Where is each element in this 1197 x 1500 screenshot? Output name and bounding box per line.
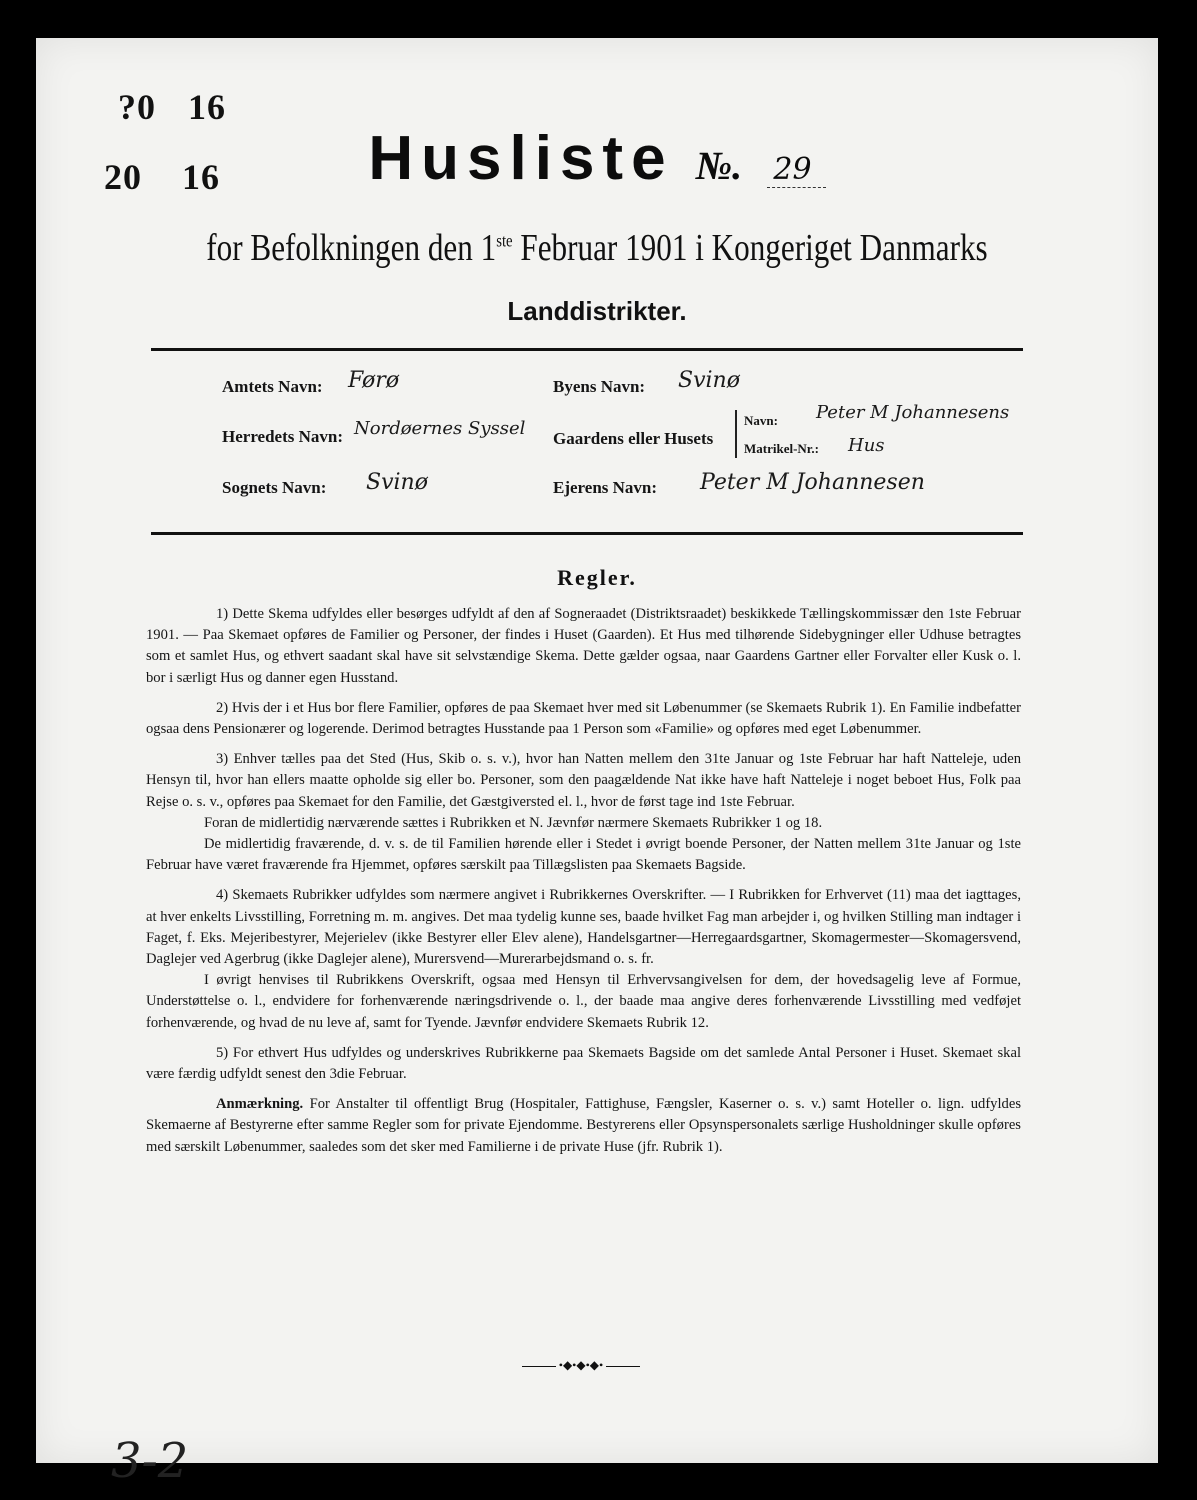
stamp-right: 16 <box>182 157 220 197</box>
page-title <box>36 123 1158 194</box>
ornament-divider <box>506 1358 656 1373</box>
page-subtitle-2: Landdistrikter. <box>507 296 687 326</box>
bracket-divider <box>735 410 737 458</box>
number-sign: №. <box>695 143 743 188</box>
census-form-page <box>36 38 1158 1489</box>
byens-value: Svinø <box>678 368 740 393</box>
sogn-label: Sognets Navn: <box>222 478 327 497</box>
ejer-value: Peter M Johannesen <box>700 470 925 495</box>
rule-paragraph: 1) Dette Skema udfyldes eller besørges udfyldt af den af Sogneraadet (Distriktsraadet) beskikkede Tællingskommissær den 1ste Februar 1901. — Paa Skemaet opføres de Familier og Personer, der findes i Huset (Gaarden). Et Hus med tilhørende Sidebygninger eller Udhuse betragtes som et samlet Hus, og ethvert saadant skal have sit selvstændige Skema. Dette gælder ogsaa, naar Gaardens Gartner eller Forvalter eller Kusk o. l. bor i særligt Hus og danner egen Husstand. <box>146 606 1021 686</box>
rule-paragraph: I øvrigt henvises til Rubrikkens Overskrift, ogsaa med Hensyn til Erhvervsangivelsen for dem, der hovedsagelig leve af Formue, Understøttelse o. l., endvidere for forhenværende næringsdrivende o. l., der baade maa angive deres forhenværende Livsstilling med vedføjet forhenværende, og hvad de nu leve af, samt for Tyende. Jævnfør endvidere Skemaets Rubrik 12. <box>146 972 1021 1031</box>
rule-paragraph: 5) For ethvert Hus udfyldes og underskrives Rubrikkerne paa Skemaets Bagside om det samlede Antal Personer i Huset. Skemaet skal være færdig udfyldt senest den 3die Februar. <box>146 1044 1021 1083</box>
subtitle-sup: ste <box>496 230 513 251</box>
herred-label: Herredets Navn: <box>222 427 344 446</box>
subtitle-part: for Befolkningen den 1 <box>206 227 497 269</box>
note-text: For Anstalter til offentligt Brug (Hospitaler, Fattighuse, Fængsler, Kaserner o. s. v.) samt Hoteller o. lign. udfyldes Skemaerne af Bestyrerne efter samme Regler som for private Ejendomme. Bestyrerens eller Opsynspersonalets særlige Husholdninger skulle opføres med særskilt Løbenummer, saaledes som det sker med Familierne i de private Huse (jfr. Rubrik 1). <box>146 1096 1021 1155</box>
ornament-glyphs: •◆•◆•◆• <box>558 1358 604 1372</box>
matrikel-value: Hus <box>848 435 885 456</box>
rule-paragraph: 3) Enhver tælles paa det Sted (Hus, Skib o. s. v.), hvor han Natten mellem den 31te Januar og 1ste Februar har haft Natteleje, uden Hensyn til, hvor han ellers maatte opholde sig eller bo. Personer, som den paagældende Nat ikke have haft Natteleje i noget beboet Hus, Folk paa Rejse o. s. v., opføres paa Skemaet for den Familie, det Gæstgiversted el. l., hvor de først tage ind 1ste Februar. <box>146 751 1021 810</box>
amt-label: Amtets Navn: <box>222 377 323 396</box>
ornament-line <box>522 1366 556 1367</box>
stamp-left: 20 <box>104 157 142 197</box>
ornament-line <box>606 1366 640 1367</box>
top-rule <box>151 348 1023 351</box>
rules-heading: Regler. <box>557 565 637 590</box>
list-number: 29 <box>767 152 825 188</box>
amt-value: Førø <box>348 368 400 393</box>
rule-paragraph: De midlertidig fraværende, d. v. s. de til Familien hørende eller i Stedet i øvrigt boende Personer, der Natten mellem 31te Januar og 1ste Februar have været fraværende fra Hjemmet, opføres særskilt paa Tillægslisten paa Skemaets Bagside. <box>146 836 1021 874</box>
stamp-right: 16 <box>188 87 226 127</box>
bottom-rule <box>151 532 1023 535</box>
subtitle-part: Februar 1901 i Kongeriget Danmarks <box>512 227 988 269</box>
stamp-left: ?0 <box>118 87 156 127</box>
title-text: Husliste <box>368 124 674 193</box>
rules-body <box>146 604 1021 1167</box>
herred-value: Nordøernes Syssel <box>354 418 526 439</box>
byens-label: Byens Navn: <box>553 377 646 396</box>
gaard-label: Gaardens eller Husets <box>553 429 714 448</box>
note-paragraph <box>146 1094 1021 1158</box>
stamp-number-1 <box>118 86 226 128</box>
navn-value: Peter M Johannesens <box>816 402 1010 423</box>
matrikel-label: Matrikel-Nr.: <box>744 441 819 456</box>
note-label: Anmærkning. <box>216 1096 304 1113</box>
page-subtitle <box>137 226 1057 270</box>
sogn-value: Svinø <box>366 470 428 495</box>
rule-paragraph: Foran de midlertidig nærværende sættes i Rubrikken et N. Jævnfør nærmere Skemaets Rubrikker 1 og 18. <box>204 814 823 831</box>
rule-paragraph: 4) Skemaets Rubrikker udfyldes som nærmere angivet i Rubrikkernes Overskrifter. — I Rubrikken for Erhvervet (11) maa det iagttages, at hver enkelts Livsstilling, Forretning m. m. angives. Det maa tydelig kunne ses, baade hvilket Fag man arbejder i, og hvilken Stilling man indtager i Faget, f. Eks. Mejeribestyrer, Mejerielev (ikke Bestyrer eller Elev alene), Handelsgartner—Herregaardsgartner, Skomagermester—Skomagersvend, Daglejer ved Agerbrug (ikke Daglejer alene), Murersvend—Murerarbejdsmand o. s. fr. <box>146 887 1021 968</box>
navn-label: Navn: <box>744 413 778 428</box>
ejer-label: Ejerens Navn: <box>553 478 658 497</box>
rule-paragraph: 2) Hvis der i et Hus bor flere Familier, opføres de paa Skemaet hver med sit Løbenummer (se Skemaets Rubrik 1). En Familie indbefatter ogsaa dens Pensionærer og logerende. Derimod betragtes Husstande paa 1 Person som «Familie» og opføres med eget Løbenummer. <box>146 699 1021 738</box>
pencil-note: 3-2 <box>111 1433 189 1489</box>
